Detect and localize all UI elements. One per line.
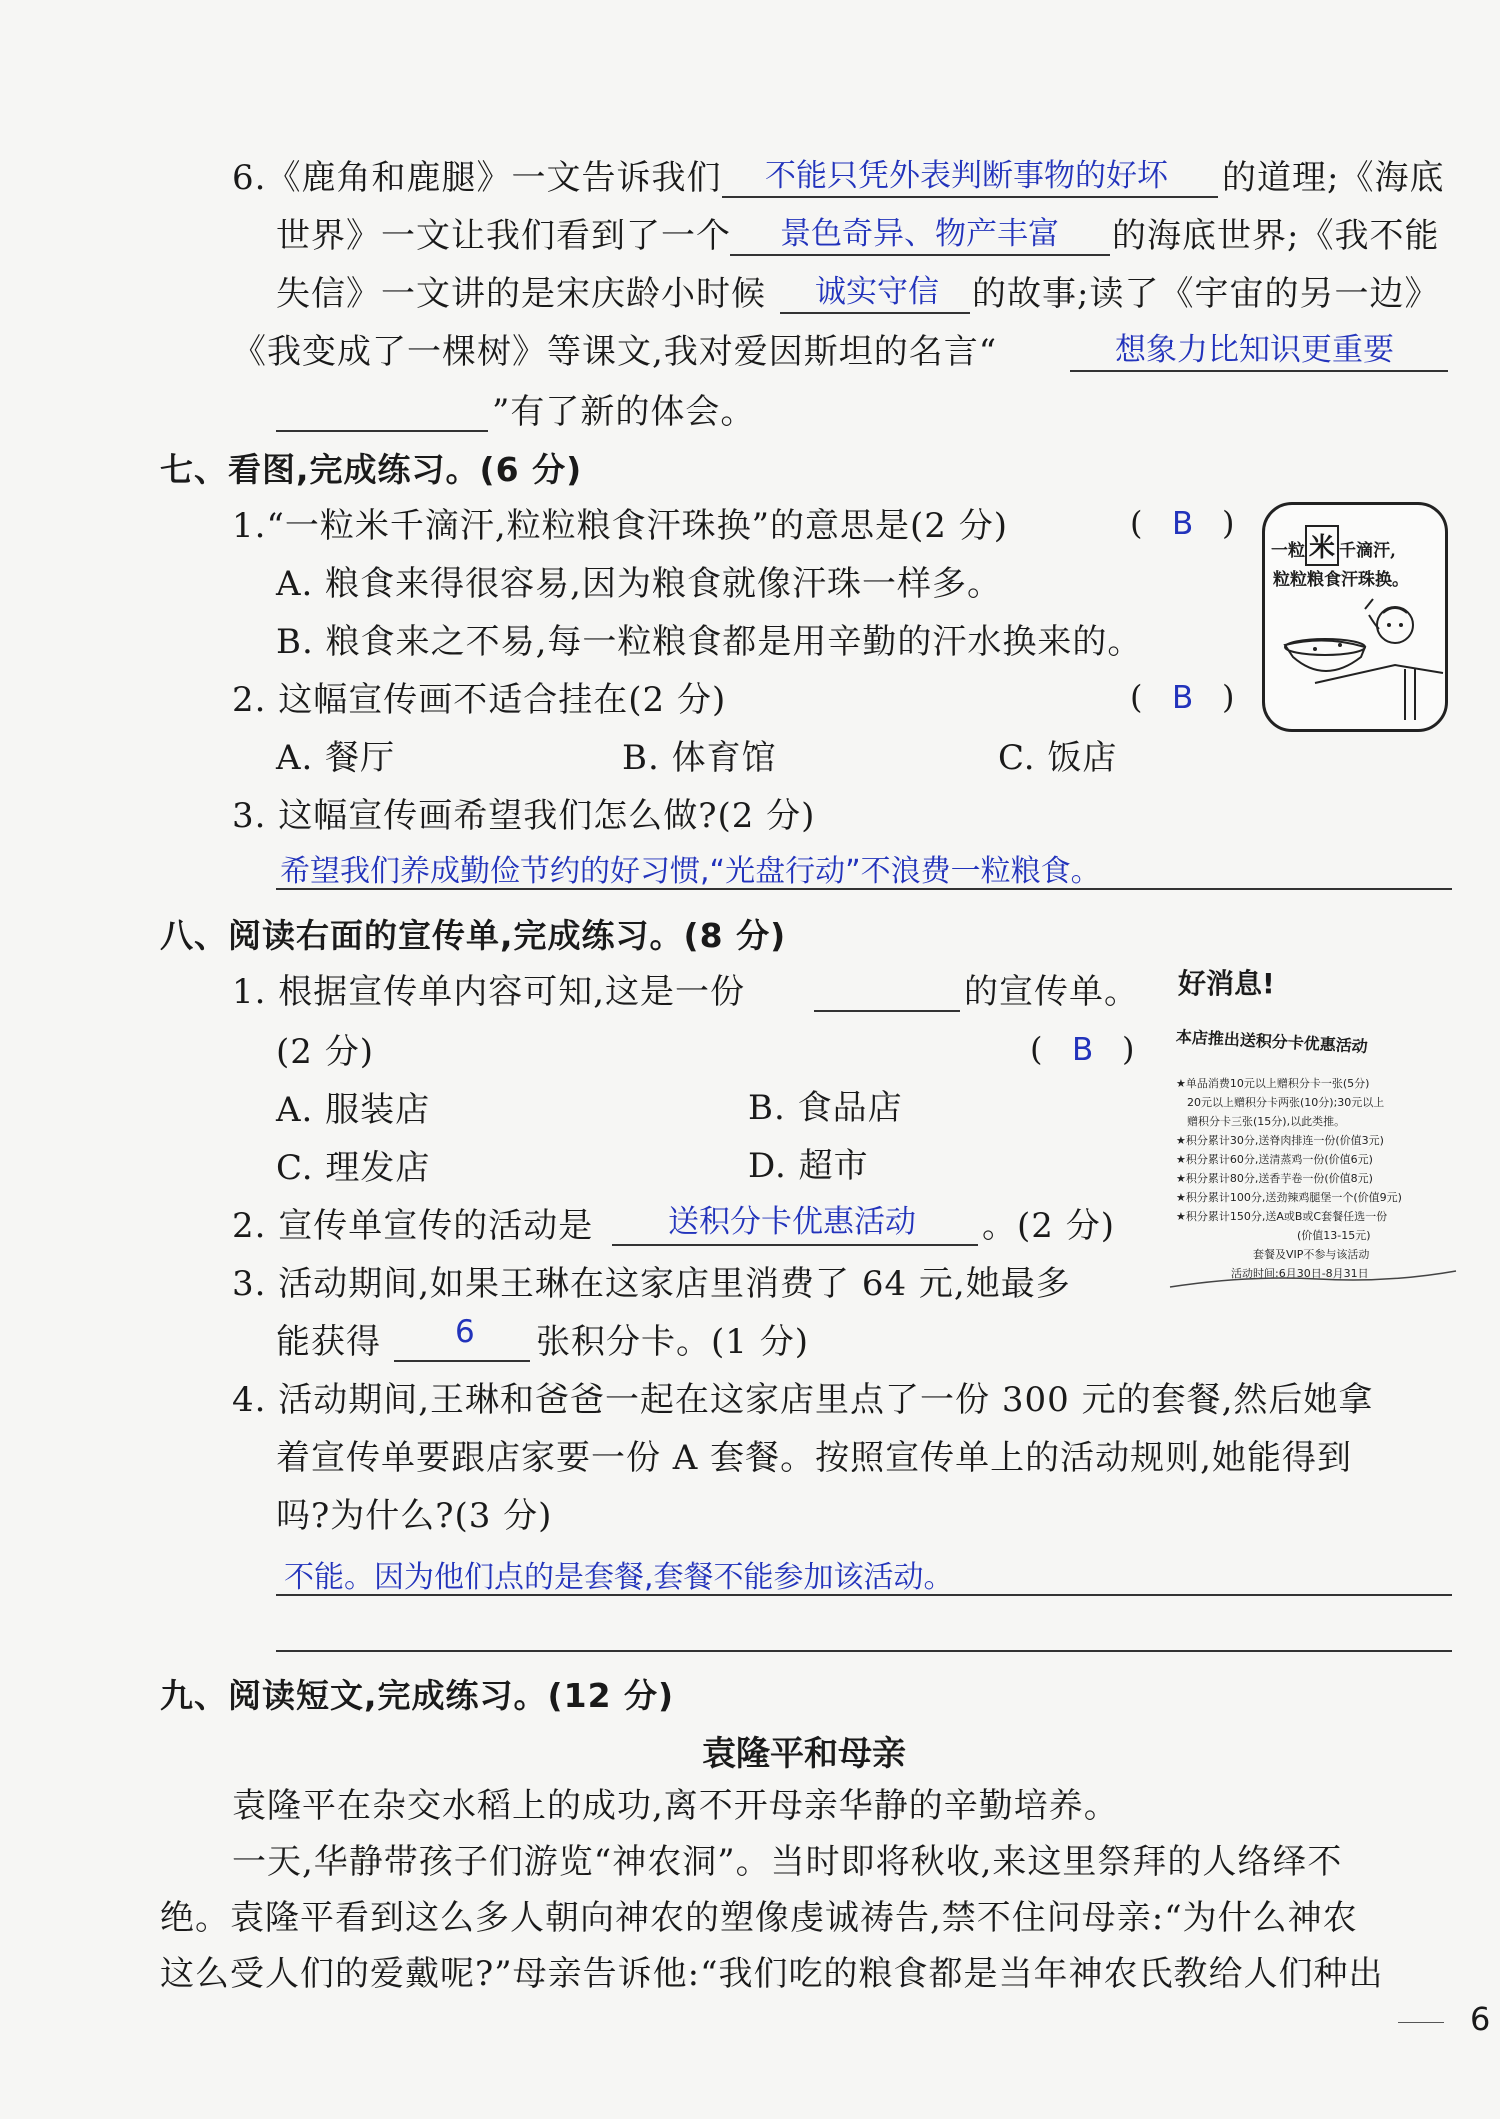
s7-q2-answer: B <box>1172 680 1194 716</box>
q6-line1-text: 6.《鹿角和鹿腿》一文告诉我们 <box>232 158 722 198</box>
rice-bowl-illustration <box>1265 595 1445 725</box>
s7-q2: 2. 这幅宣传画不适合挂在(2 分) <box>232 680 727 720</box>
flyer-rule-line: 套餐及VIP不参与该活动 <box>1176 1248 1370 1261</box>
passage-paragraph-1: 袁隆平在杂交水稻上的成功,离不开母亲华静的辛勤培养。 <box>232 1786 1119 1826</box>
s8-q1-paren-right: ) <box>1122 1030 1135 1068</box>
s7-q3-blank <box>276 888 1452 890</box>
q6-line3-tail: 的故事;读了《宇宙的另一边》 <box>972 274 1440 314</box>
s8-q3-blank <box>394 1360 530 1362</box>
s7-q1-answer: B <box>1172 506 1194 542</box>
q6-blank-2 <box>730 254 1110 256</box>
q6-line4-text: 《我变成了一棵树》等课文,我对爱因斯坦的名言“ <box>232 332 998 372</box>
s8-q4-line2: 着宣传单要跟店家要一份 A 套餐。按照宣传单上的活动规则,她能得到 <box>276 1438 1352 1478</box>
s7-q2-option-b: B. 体育馆 <box>622 738 777 778</box>
s8-q4-blank-1 <box>276 1594 1452 1596</box>
q6-blank-1 <box>722 196 1218 198</box>
poster-slogan-line1 <box>1271 525 1396 566</box>
s7-q2-paren-left: ( <box>1130 678 1143 716</box>
passage-paragraph-2-line2: 绝。袁隆平看到这么多人朝向神农的塑像虔诚祷告,禁不住问母亲:“为什么神农 <box>160 1898 1358 1938</box>
section9-heading: 九、阅读短文,完成练习。(12 分) <box>160 1676 675 1715</box>
s8-q4-line3: 吗?为什么?(3 分) <box>276 1496 553 1536</box>
s7-q1-option-a: A. 粮食来得很容易,因为粮食就像汗珠一样多。 <box>276 564 1002 604</box>
q6-answer-4: 想象力比知识更重要 <box>1115 332 1394 368</box>
s8-q1-blank <box>814 1010 960 1012</box>
flyer-torn-edge <box>1168 1267 1458 1292</box>
s8-option-a: A. 服装店 <box>276 1090 431 1130</box>
s8-q2-answer: 送积分卡优惠活动 <box>668 1204 916 1240</box>
s8-q3-text: 能获得 <box>276 1322 381 1362</box>
s8-q4-line1: 4. 活动期间,王琳和爸爸一起在这家店里点了一份 300 元的套餐,然后她拿 <box>232 1380 1374 1420</box>
section7-heading: 七、看图,完成练习。(6 分) <box>160 450 583 489</box>
s8-q1-tail: 的宣传单。 <box>964 972 1139 1012</box>
section8-heading: 八、阅读右面的宣传单,完成练习。(8 分) <box>160 916 787 955</box>
flyer-subtitle: 本店推出送积分卡优惠活动 <box>1175 1027 1369 1057</box>
s7-q2-option-c: C. 饭店 <box>998 738 1118 778</box>
q6-line1-tail: 的道理;《海底 <box>1222 158 1445 198</box>
page-number: 6 <box>1470 2000 1491 2038</box>
flyer-rule-line: (价值13-15元) <box>1176 1229 1371 1242</box>
flyer-rules <box>1176 1074 1402 1283</box>
flyer-rule-line: ★单品消费10元以上赠积分卡一张(5分) <box>1176 1077 1370 1090</box>
poster-slogan-rest: 千滴汗, <box>1339 541 1396 561</box>
s8-q1-score: (2 分) <box>276 1032 374 1072</box>
flyer-rule-line: ★积分累计30分,送脊肉排连一份(价值3元) <box>1176 1134 1384 1147</box>
flyer-rule-line: ★积分累计100分,送劲辣鸡腿堡一个(价值9元) <box>1176 1191 1402 1204</box>
s8-q1: 1. 根据宣传单内容可知,这是一份 <box>232 972 746 1012</box>
q6-blank-4b <box>276 430 488 432</box>
flyer-rule-line: 赠积分卡三张(15分),以此类推。 <box>1176 1115 1346 1128</box>
s8-q2: 2. 宣传单宣传的活动是 <box>232 1206 594 1246</box>
s8-option-b: B. 食品店 <box>748 1088 903 1128</box>
poster-slogan-start: 一粒 <box>1271 541 1305 561</box>
s8-q2-blank <box>612 1244 978 1246</box>
s8-q3-answer: 6 <box>455 1314 475 1350</box>
s7-q2-paren-right: ) <box>1222 678 1235 716</box>
poster-slogan-big-char: 米 <box>1305 525 1339 566</box>
flyer-title: 好消息! <box>1178 967 1275 1000</box>
s8-q3-line1: 3. 活动期间,如果王琳在这家店里消费了 64 元,她最多 <box>232 1264 1071 1304</box>
grain-poster <box>1262 502 1448 732</box>
q6-blank-3 <box>780 312 970 314</box>
passage-paragraph-2-line1: 一天,华静带孩子们游览“神农洞”。当时即将秋收,来这里祭拜的人络绎不 <box>232 1842 1343 1882</box>
s8-option-c: C. 理发店 <box>276 1148 431 1188</box>
flyer-rule-line: 20元以上赠积分卡两张(10分);30元以上 <box>1176 1096 1385 1109</box>
poster-slogan-line2: 粒粒粮食汗珠换。 <box>1273 570 1409 590</box>
flyer-rule-line: ★积分累计80分,送香芋卷一份(价值8元) <box>1176 1172 1373 1185</box>
s7-q1-paren-right: ) <box>1222 504 1235 542</box>
flyer-rule-line: ★积分累计150分,送A或B或C套餐任选一份 <box>1176 1210 1388 1223</box>
q6-answer-2: 景色奇异、物产丰富 <box>780 216 1059 252</box>
passage-paragraph-2-line3: 这么受人们的爱戴呢?”母亲告诉他:“我们吃的粮食都是当年神农氏教给人们种出 <box>160 1954 1384 1994</box>
s8-q1-answer: B <box>1072 1032 1094 1068</box>
q6-line2-tail: 的海底世界;《我不能 <box>1112 216 1440 256</box>
s7-q3-answer: 希望我们养成勤俭节约的好习惯,“光盘行动”不浪费一粒粮食。 <box>280 854 1101 889</box>
s7-q1-option-b: B. 粮食来之不易,每一粒粮食都是用辛勤的汗水换来的。 <box>276 622 1143 662</box>
promo-flyer <box>1168 962 1458 1292</box>
flyer-rule-line: ★积分累计60分,送清蒸鸡一份(价值6元) <box>1176 1153 1373 1166</box>
s8-q3-tail: 张积分卡。(1 分) <box>536 1322 809 1362</box>
s8-q2-tail: 。(2 分) <box>982 1206 1115 1246</box>
q6-line2-text: 世界》一文让我们看到了一个 <box>276 216 731 256</box>
flyer-rule-line: 活动时间:6月30日-8月31日 <box>1176 1267 1369 1280</box>
passage-title: 袁隆平和母亲 <box>702 1734 906 1774</box>
s8-q4-answer: 不能。因为他们点的是套餐,套餐不能参加该活动。 <box>284 1560 954 1595</box>
q6-blank-4a <box>1070 370 1448 372</box>
s7-q1-paren-left: ( <box>1130 504 1143 542</box>
s7-q2-option-a: A. 餐厅 <box>276 738 396 778</box>
q6-answer-3: 诚实守信 <box>815 274 939 310</box>
s8-option-d: D. 超市 <box>748 1146 869 1186</box>
s8-q4-blank-2 <box>276 1650 1452 1652</box>
page-number-dash <box>1398 2022 1444 2023</box>
q6-line5-tail: ”有了新的体会。 <box>492 392 756 432</box>
s7-q1: 1.“一粒米千滴汗,粒粒粮食汗珠换”的意思是(2 分) <box>232 506 1008 546</box>
s7-q3: 3. 这幅宣传画希望我们怎么做?(2 分) <box>232 796 816 836</box>
q6-line3-text: 失信》一文讲的是宋庆龄小时候 <box>276 274 766 314</box>
s8-q1-paren-left: ( <box>1030 1030 1043 1068</box>
q6-answer-1: 不能只凭外表判断事物的好坏 <box>765 158 1168 194</box>
